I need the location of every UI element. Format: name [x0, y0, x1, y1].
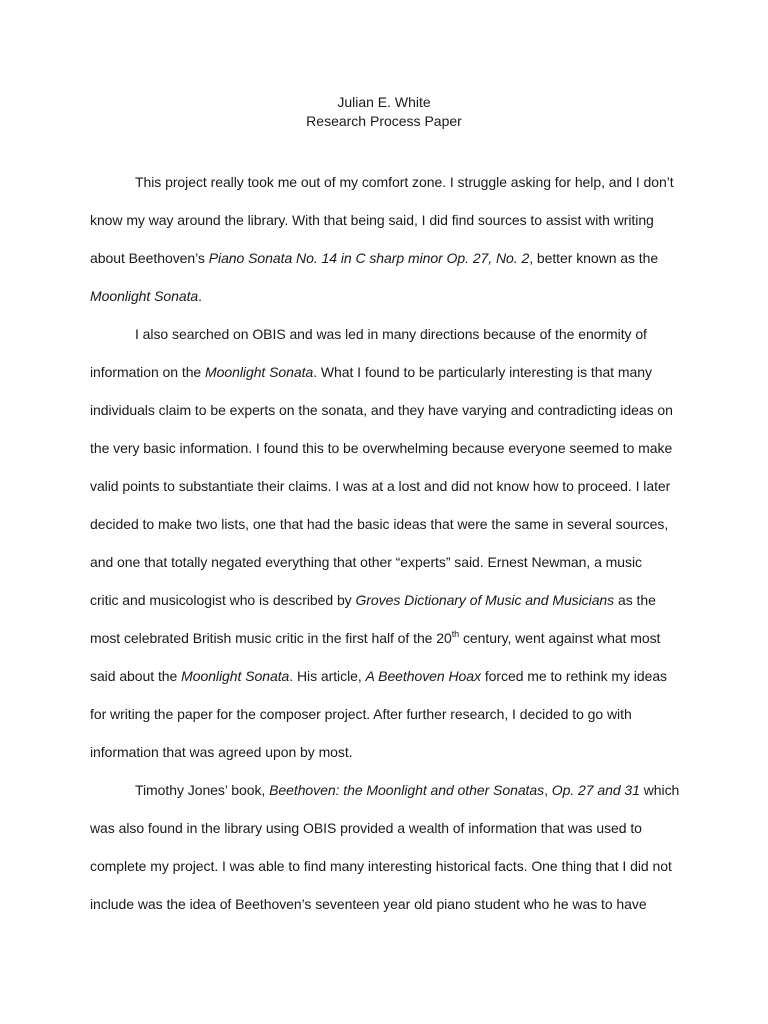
document-header	[0, 93, 768, 131]
text-line	[90, 885, 690, 923]
paragraph	[90, 315, 690, 771]
text-run: I also searched on OBIS and was led in many directions because of the enormity of	[135, 326, 647, 342]
text-run: .	[198, 288, 203, 304]
text-run: include was the idea of Beethoven’s seventeen year old piano student who he was to have	[90, 896, 647, 912]
text-line	[90, 657, 690, 695]
text-run: forced me to rethink my ideas	[480, 668, 668, 684]
italic-text: A Beethoven Hoax	[365, 668, 481, 684]
text-run: about Beethoven’s	[90, 250, 209, 266]
text-run: individuals claim to be experts on the sonata, and they have varying and contradicting ideas on	[90, 402, 673, 418]
italic-text: Moonlight Sonata	[181, 668, 290, 684]
italic-text: Moonlight Sonata	[90, 288, 199, 304]
text-line	[90, 315, 690, 353]
text-line	[90, 581, 690, 619]
text-line	[90, 695, 690, 733]
italic-text: Groves Dictionary of Music and Musicians	[355, 592, 615, 608]
italic-text: Piano Sonata No. 14 in C sharp minor Op. 27, No. 2	[208, 250, 530, 266]
text-run: the very basic information. I found this to be overwhelming because everyone seemed to make	[90, 440, 673, 456]
document-title: Research Process Paper	[306, 113, 462, 129]
text-line	[90, 505, 690, 543]
text-line	[90, 277, 690, 315]
text-line	[90, 353, 690, 391]
text-run: information that was agreed upon by most.	[90, 744, 353, 760]
text-run: ,	[544, 782, 552, 798]
text-run: decided to make two lists, one that had the basic ideas that were the same in several sources,	[90, 516, 669, 532]
text-line	[90, 619, 690, 657]
text-line	[90, 467, 690, 505]
paragraph	[90, 771, 690, 923]
document-body	[90, 163, 690, 923]
text-run: complete my project. I was able to find many interesting historical facts. One thing that I did not	[90, 858, 672, 874]
text-run: critic and musicologist who is described by	[90, 592, 356, 608]
text-line	[90, 391, 690, 429]
text-line	[90, 163, 690, 201]
text-run: information on the	[90, 364, 206, 380]
text-run: , better known as the	[529, 250, 659, 266]
text-run: This project really took me out of my comfort zone. I struggle asking for help, and I don’t	[135, 174, 674, 190]
text-run: most celebrated British music critic in the first half of the 20	[90, 630, 452, 646]
text-run: as the	[614, 592, 656, 608]
text-run: valid points to substantiate their claims. I was at a lost and did not know how to proceed. I later	[90, 478, 671, 494]
superscript-text: th	[451, 629, 460, 639]
text-line	[90, 239, 690, 277]
paragraph	[90, 163, 690, 315]
text-line	[90, 543, 690, 581]
text-run: Timothy Jones’ book,	[135, 782, 270, 798]
italic-text: Beethoven: the Moonlight and other Sonatas	[269, 782, 545, 798]
text-run: . His article,	[289, 668, 366, 684]
text-line	[90, 771, 690, 809]
text-run: was also found in the library using OBIS provided a wealth of information that was used to	[90, 820, 642, 836]
text-line	[90, 733, 690, 771]
text-run: . What I found to be particularly interesting is that many	[313, 364, 652, 380]
italic-text: Op. 27 and 31	[551, 782, 640, 798]
text-run: and one that totally negated everything that other “experts” said. Ernest Newman, a music	[90, 554, 642, 570]
text-run: said about the	[90, 668, 182, 684]
italic-text: Moonlight Sonata	[205, 364, 314, 380]
text-run: century, went against what most	[459, 630, 661, 646]
text-run: know my way around the library. With that being said, I did find sources to assist with writing	[90, 212, 654, 228]
text-run: which	[639, 782, 680, 798]
text-run: for writing the paper for the composer project. After further research, I decided to go with	[90, 706, 632, 722]
text-line	[90, 847, 690, 885]
author-name: Julian E. White	[337, 94, 431, 110]
text-line	[90, 201, 690, 239]
text-line	[90, 429, 690, 467]
text-line	[90, 809, 690, 847]
